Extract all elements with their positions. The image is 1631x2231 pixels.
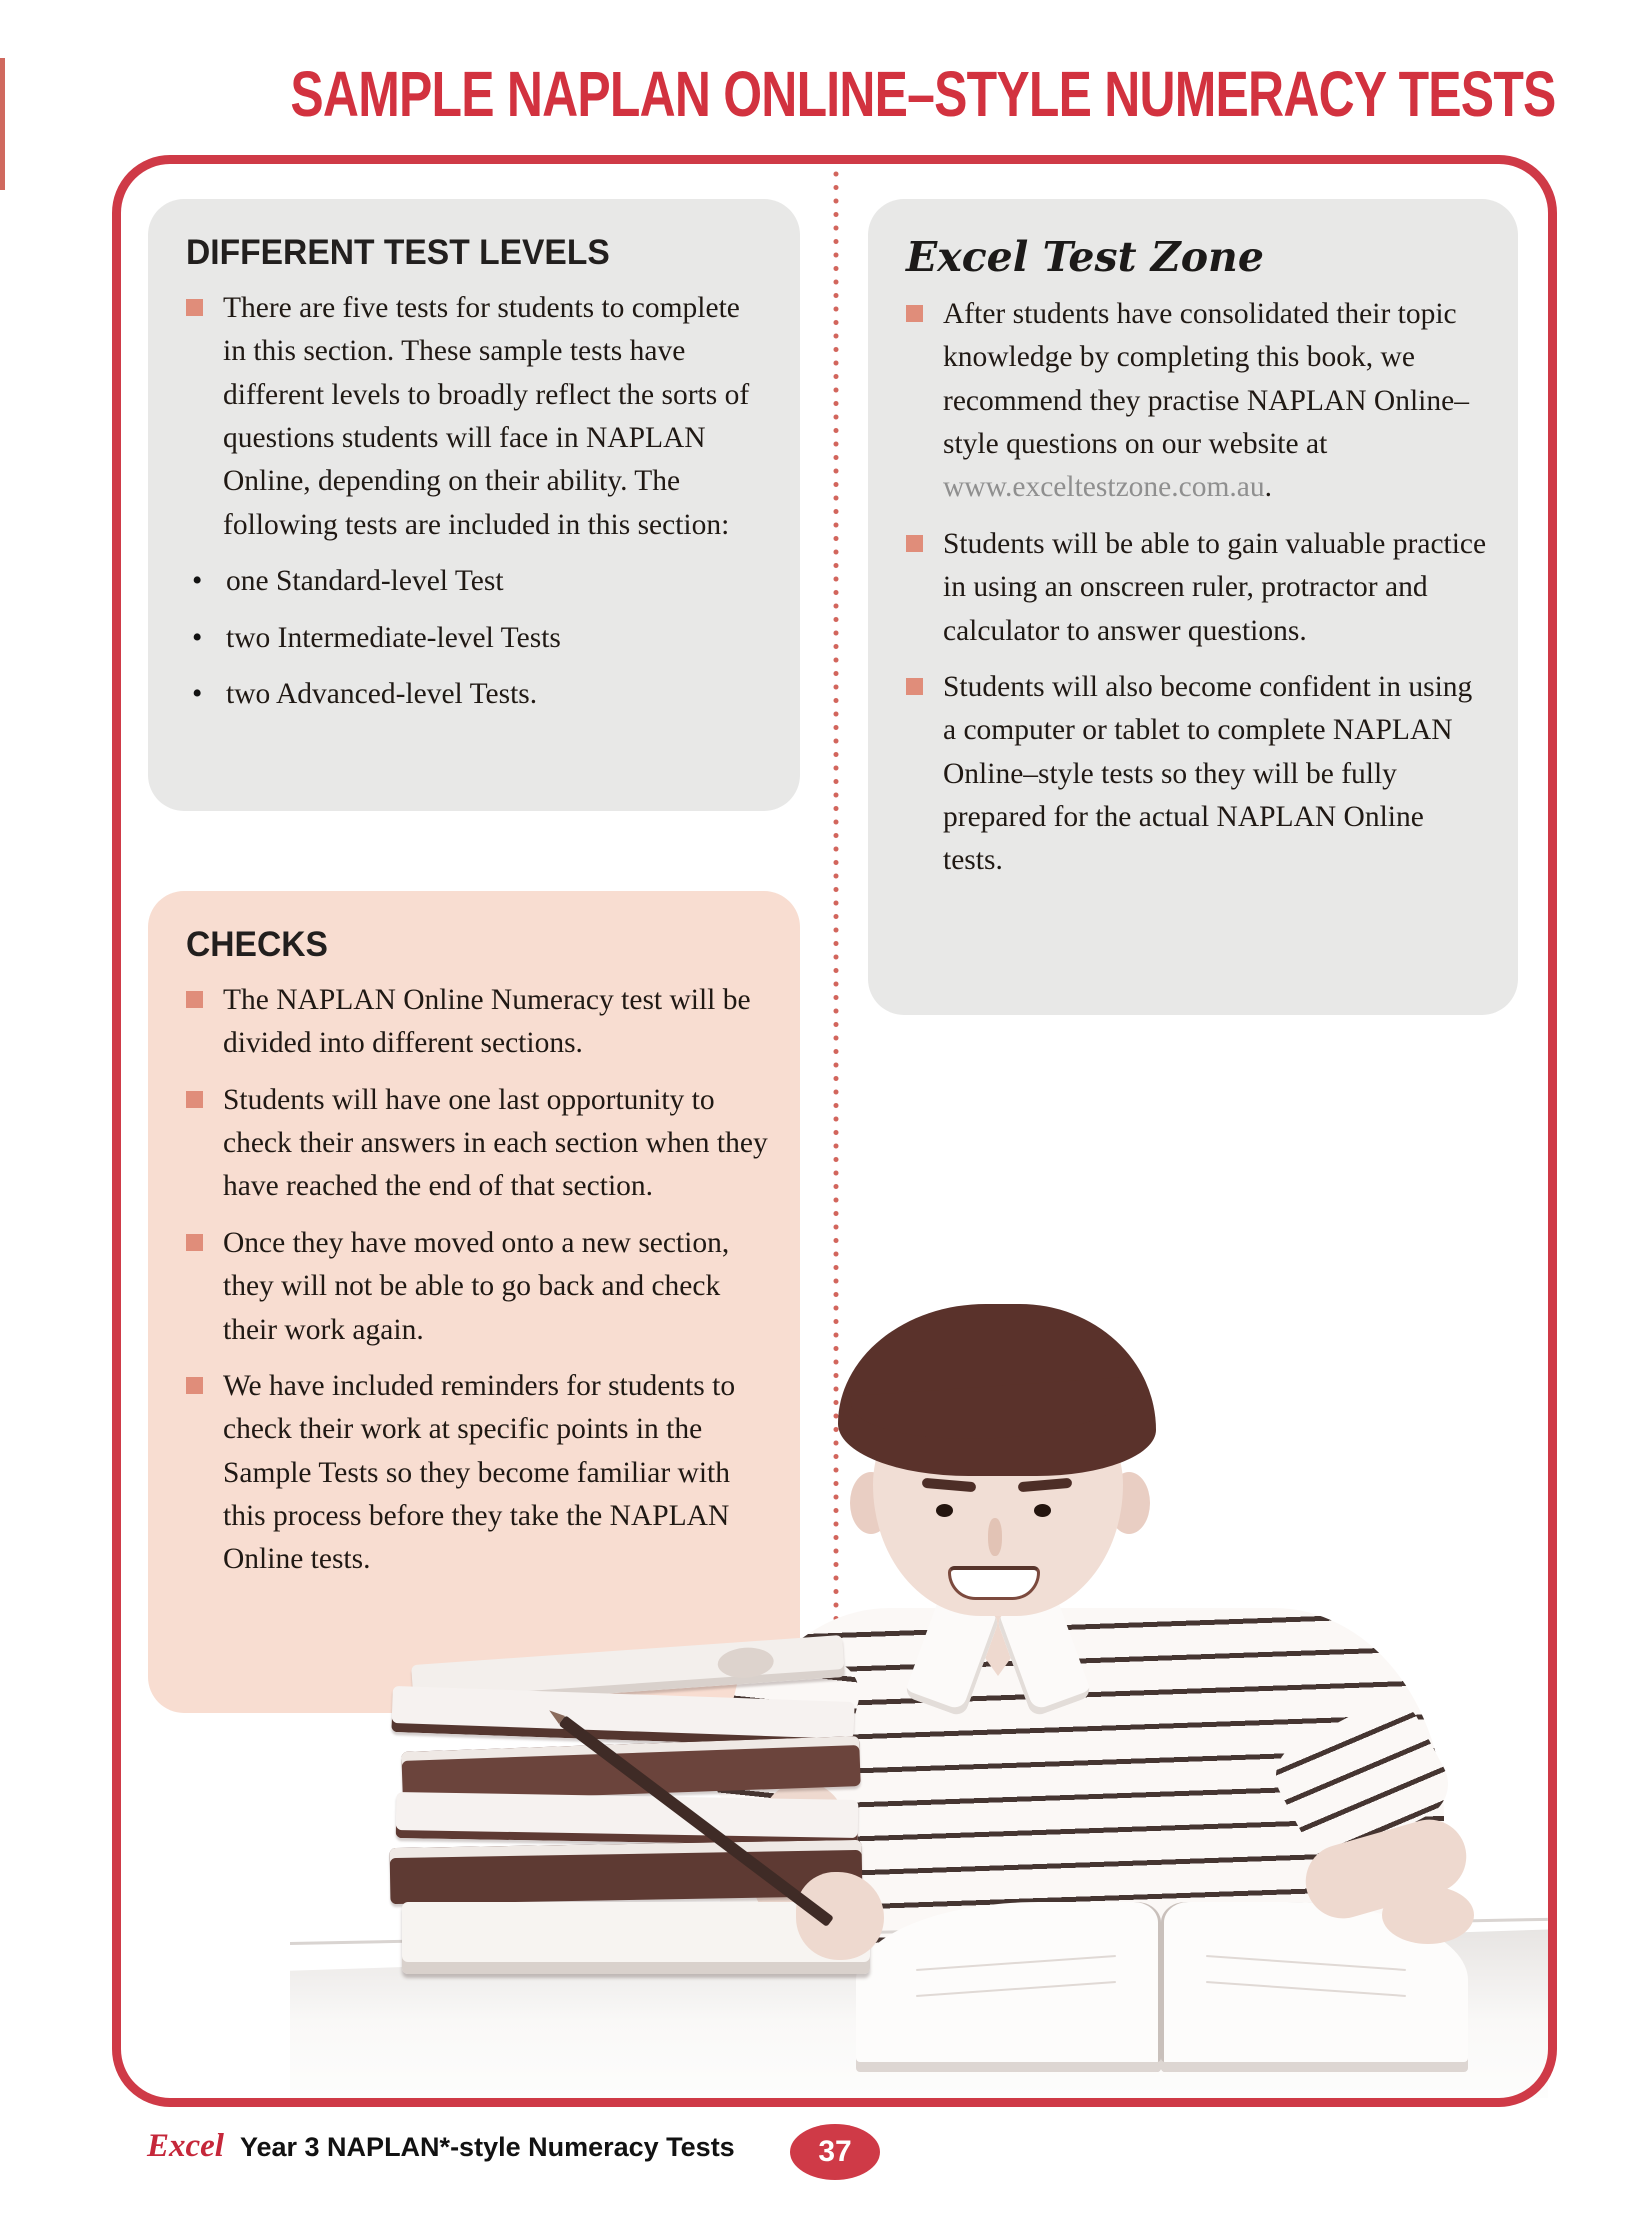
bullet-square-icon <box>906 678 923 695</box>
different-test-levels-box <box>148 199 800 811</box>
level-item-text: one Standard-level Test <box>226 565 504 598</box>
list-item <box>192 617 770 660</box>
boy-smile <box>948 1566 1040 1600</box>
test-zone-bullet1-before: After students have consolidated their topic knowledge by completing this book, we recommend they practise NAPLAN Online–style questions on our website at <box>943 298 1469 461</box>
levels-heading: DIFFERENT TEST LEVELS <box>186 233 610 272</box>
boy-eye-left <box>936 1504 953 1517</box>
bullet-square-icon <box>186 1377 203 1394</box>
bullet-square-icon <box>906 535 923 552</box>
round-bullet-icon <box>192 673 226 716</box>
list-item <box>192 560 770 603</box>
page-number-badge <box>790 2124 880 2180</box>
boy-hand-holding-pencil <box>796 1872 884 1960</box>
excel-test-zone-box <box>868 199 1518 1015</box>
footer-title: Year 3 NAPLAN*-style Numeracy Tests <box>239 2132 735 2162</box>
boy-nose <box>988 1518 1002 1556</box>
bullet-square-icon <box>186 1234 203 1251</box>
round-bullet-icon <box>192 617 226 660</box>
test-zone-heading: Excel Test Zone <box>906 233 1264 281</box>
checks-heading: CHECKS <box>186 925 328 964</box>
checks-bullet-text: Once they have moved onto a new section, they will not be able to go back and check their work again. <box>223 1226 730 1346</box>
stacked-book <box>396 1792 859 1846</box>
page-title-text: SAMPLE NAPLAN ONLINE–STYLE NUMERACY TESTS <box>290 58 1556 130</box>
list-item <box>186 287 770 547</box>
test-zone-bullet-text <box>943 293 1488 510</box>
list-item <box>192 673 770 716</box>
open-book-left-page <box>856 1902 1161 2072</box>
level-item-text: two Advanced-level Tests. <box>226 677 538 710</box>
page-title <box>112 58 1557 130</box>
boy-hand-on-book <box>1382 1886 1474 1944</box>
boy-studying-photo <box>290 1290 1548 2098</box>
list-item <box>186 1079 770 1209</box>
footer-brand: Excel <box>147 2128 224 2164</box>
bullet-square-icon <box>906 305 923 322</box>
list-item <box>186 979 770 1066</box>
boy-eye-right <box>1034 1504 1051 1517</box>
test-zone-bullet-text: Students will also become confident in using a computer or tablet to complete NAPLAN Online–style tests so they will be fully prepared for the actual NAPLAN Online tests. <box>943 670 1473 877</box>
bullet-square-icon <box>186 299 203 316</box>
levels-intro-text: There are five tests for students to complete in this section. These sample tests have different levels to broadly reflect the sorts of questions students will face in NAPLAN Online, depending on their ability. The following tests are included in this section: <box>223 292 750 541</box>
open-book <box>856 1892 1468 2078</box>
list-item <box>906 293 1488 510</box>
page-number: 37 <box>818 2135 852 2168</box>
page-edge-red-strip <box>0 58 5 190</box>
round-bullet-icon <box>192 560 226 603</box>
level-item-text: two Intermediate-level Tests <box>226 621 561 654</box>
test-zone-bullet-text: Students will be able to gain valuable practice in using an onscreen ruler, protractor and calculator to answer questions. <box>943 527 1487 647</box>
exceltestzone-url-link[interactable]: www.exceltestzone.com.au <box>943 471 1265 504</box>
checks-bullet-text: The NAPLAN Online Numeracy test will be divided into different sections. <box>223 984 751 1060</box>
bullet-square-icon <box>186 991 203 1008</box>
checks-bullet-text: We have included reminders for students to check their work at specific points in the Sample Tests so they become familiar with this process before they take the NAPLAN Online tests. <box>223 1369 736 1576</box>
page-footer <box>147 2128 735 2165</box>
bullet-square-icon <box>186 1091 203 1108</box>
list-item <box>906 666 1488 883</box>
test-zone-bullet1-after: . <box>1264 471 1273 504</box>
list-item <box>906 523 1488 653</box>
checks-bullet-text: Students will have one last opportunity to check their answers in each section when they have reached the end of that section. <box>223 1083 768 1203</box>
